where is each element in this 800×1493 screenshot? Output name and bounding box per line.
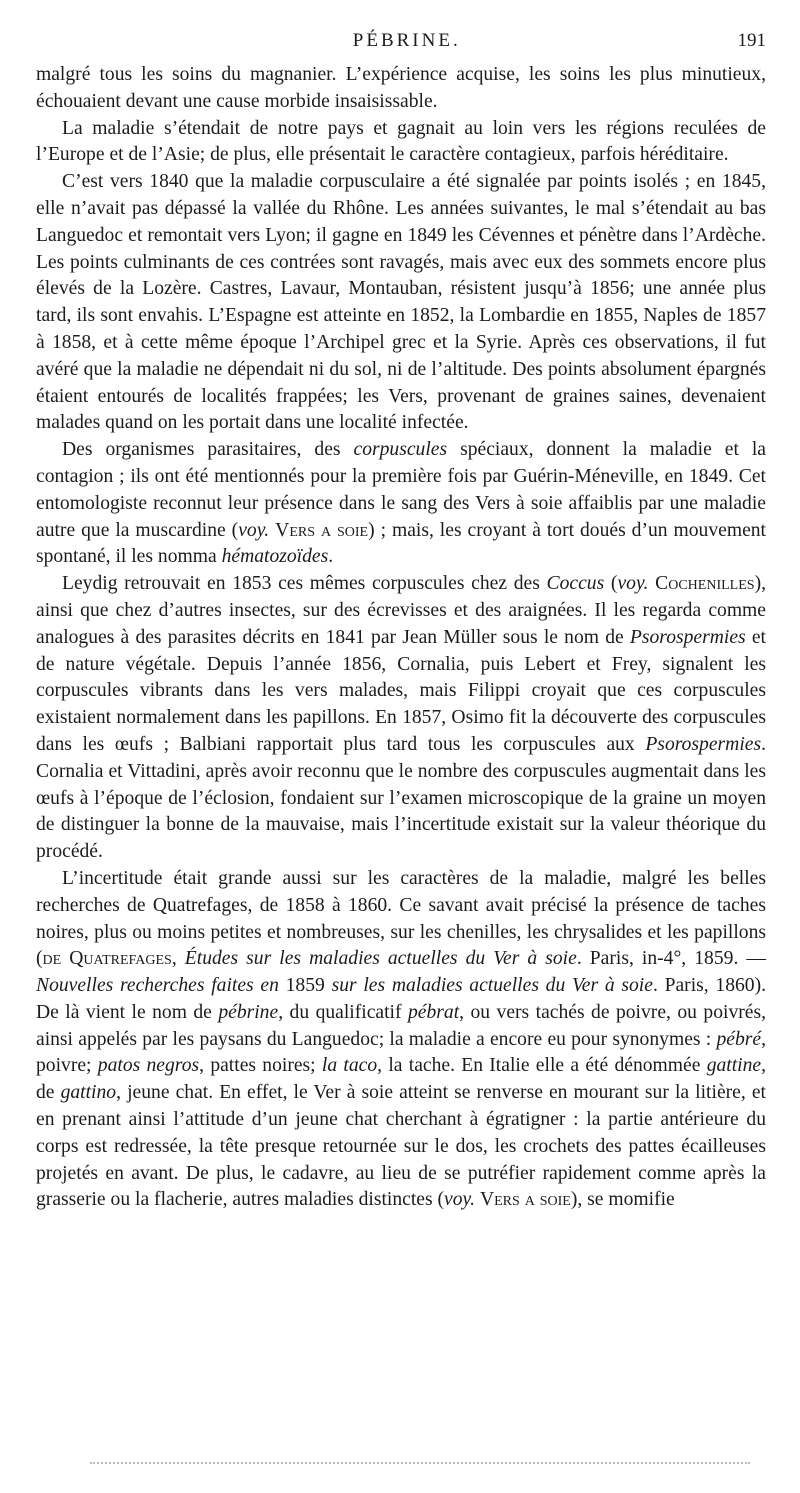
text-run: ) ; mais, les croyant à tort doués d’un mouvement spontané, il les nomma <box>36 519 767 568</box>
text-run: , <box>171 948 185 970</box>
text-run: malgré tous les soins du magnanier. L’expérience acquise, les soins les plus minutieux, échouaient devant une cause morbide insaisissable. <box>36 64 766 112</box>
running-header <box>36 28 766 58</box>
paragraph-disease-characteristics <box>36 866 766 1214</box>
text-run: . Paris, 1860). De là vient le nom de <box>36 975 767 1023</box>
italic-term: voy. <box>444 1189 476 1211</box>
text-run: 1859 <box>278 975 332 997</box>
text-run: , du qualificatif <box>278 1001 408 1023</box>
document-page <box>36 28 766 1214</box>
italic-term: pébré <box>716 1028 762 1050</box>
italic-term: voy. <box>617 573 649 595</box>
paragraph-parasitic-organisms <box>36 437 766 571</box>
page-number: 191 <box>737 30 766 51</box>
small-caps-reference: Cochenilles <box>655 573 755 595</box>
italic-term: pébrat <box>407 1001 460 1023</box>
text-run: et de nature végétale. Depuis l’année 1856, Cornalia, puis Lebert et Frey, signalent les corpuscules vibrants dans les vers malades, mais Filippi croyait que ces corpuscules existaient normalement dans les papillons. En 1857, Osimo fit la découverte des corpuscules dans les œufs ; Balbiani rapportait plus tard tous les corpuscules aux <box>36 626 766 755</box>
paragraph-continuation <box>36 62 766 116</box>
paragraph-leydig-observations <box>36 571 766 866</box>
italic-term: la taco <box>321 1055 378 1077</box>
small-caps-reference: Vers a soie <box>479 1189 571 1211</box>
italic-term: gattine <box>706 1055 762 1077</box>
text-run: spéciaux, donnent la maladie et la contagion ; ils ont été mentionnés pour la première fois par Guérin-Méneville, en 1849. Cet entomologiste reconnut leur présence dans le sang des Vers à soie affaiblis par une maladie autre que la muscardine ( <box>36 439 767 541</box>
text-run: , de <box>36 1055 767 1104</box>
text-run: . Cornalia et Vittadini, après avoir reconnu que le nombre des corpuscules augmentait dans les œufs à l’époque de l’éclosion, fondaient sur l’examen microscopique de la graine un moyen de distinguer la bonne de la mauvaise, mais l’incertitude existait sur la valeur théorique du procédé. <box>36 733 766 863</box>
text-run: , ou vers tachés de poivre, ou poivrés, ainsi appelés par les paysans du Languedoc; la maladie a encore eu pour synonymes : <box>36 1001 766 1050</box>
text-run: , poivre; <box>36 1028 766 1077</box>
text-run: ( <box>604 573 618 595</box>
italic-term: voy. <box>238 519 270 541</box>
italic-term: pébrine <box>218 1001 279 1023</box>
text-run: , pattes noires; <box>199 1055 322 1077</box>
small-caps-reference: de Quatrefages <box>42 948 172 970</box>
italic-term: Coccus <box>546 573 605 595</box>
italic-term: Psorospermies <box>645 733 762 755</box>
paragraph-history-of-spread <box>36 169 766 437</box>
text-run: , jeune chat. En effet, le Ver à soie atteint se renverse en mourant sur la litière, et en prenant ainsi l’attitude d’un jeune chat cherchant à égratigner : la partie antérieure du corps est redressée, la tête presque retournée sur le dos, les crochets des pattes écailleuses projetés en avant. De plus, le cadavre, au lieu de se putréfier rapidement comme après la grasserie ou la flacherie, autres maladies distinctes ( <box>36 1082 766 1211</box>
italic-term: Études sur les maladies actuelles du Ver à soie <box>184 948 577 970</box>
italic-term: gattino <box>60 1082 117 1104</box>
text-run: La maladie s’étendait de notre pays et gagnait au loin vers les régions reculées de l’Europe et de l’Asie; de plus, elle présentait le caractère contagieux, parfois héréditaire. <box>36 117 766 166</box>
text-run: ), se momifie <box>570 1189 675 1211</box>
italic-term: hématozoïdes <box>221 546 329 568</box>
italic-term: sur les maladies actuelles du Ver à soie <box>331 975 653 997</box>
text-run: . Paris, in-4°, 1859. — <box>576 948 766 970</box>
text-run: . <box>328 546 334 568</box>
body-text <box>36 62 766 1214</box>
italic-term: Psorospermies <box>629 626 746 648</box>
small-caps-reference: Vers a soie <box>275 519 369 541</box>
text-run: ), ainsi que chez d’autres insectes, sur des écrevisses et des araignées. Il les regarda comme analogues à des parasites décrits en 1841 par Jean Müller sous le nom de <box>36 573 766 648</box>
page-title: PÉBRINE. <box>352 30 461 51</box>
italic-term: Nouvelles recherches faites en <box>36 975 279 997</box>
text-run: L’incertitude était grande aussi sur les caractères de la maladie, malgré les belles recherches de Quatrefages, de 1858 à 1860. Ce savant avait précisé la présence de taches noires, plus ou moins petites et nombreuses, sur les chenilles, les chrysalides et les papillons ( <box>36 867 766 970</box>
text-run: C’est vers 1840 que la maladie corpusculaire a été signalée par points isolés ; en 1845, elle n’avait pas dépassé la vallée du Rhône. Les années suivantes, le mal s’étendait au bas Languedoc et remontait vers Lyon; il gagne en 1849 les Cévennes et pénètre dans l’Ardèche. Les points culminants de ces contrées sont ravagés, mais avec eux des sommets encore plus élevés de la Lozère. Castres, Lavaur, Montauban, résistent jusqu’à 1856; une année plus tard, ils sont envahis. L’Espagne est atteinte en 1852, la Lombardie en 1855, Naples de 1857 à 1858, et à cette même époque l’Archipel grec et la Syrie. Après ces observations, il fut avéré que la maladie ne dépendait ni du sol, ni de l’altitude. Des points absolument épargnés étaient entourés de localités frappées; les Vers, provenant de graines saines, devenaient malades quand on les portait dans une localité infectée. <box>36 171 766 434</box>
paragraph-spread-of-disease <box>36 116 766 170</box>
italic-term: corpuscules <box>353 439 448 461</box>
text-run: Des organismes parasitaires, des <box>62 439 354 461</box>
bleed-through-noise <box>90 1462 750 1470</box>
text-run: Leydig retrouvait en 1853 ces mêmes corpuscules chez des <box>62 573 547 595</box>
italic-term: patos negros <box>97 1055 200 1077</box>
text-run: , la tache. En Italie elle a été dénommée <box>377 1055 707 1077</box>
